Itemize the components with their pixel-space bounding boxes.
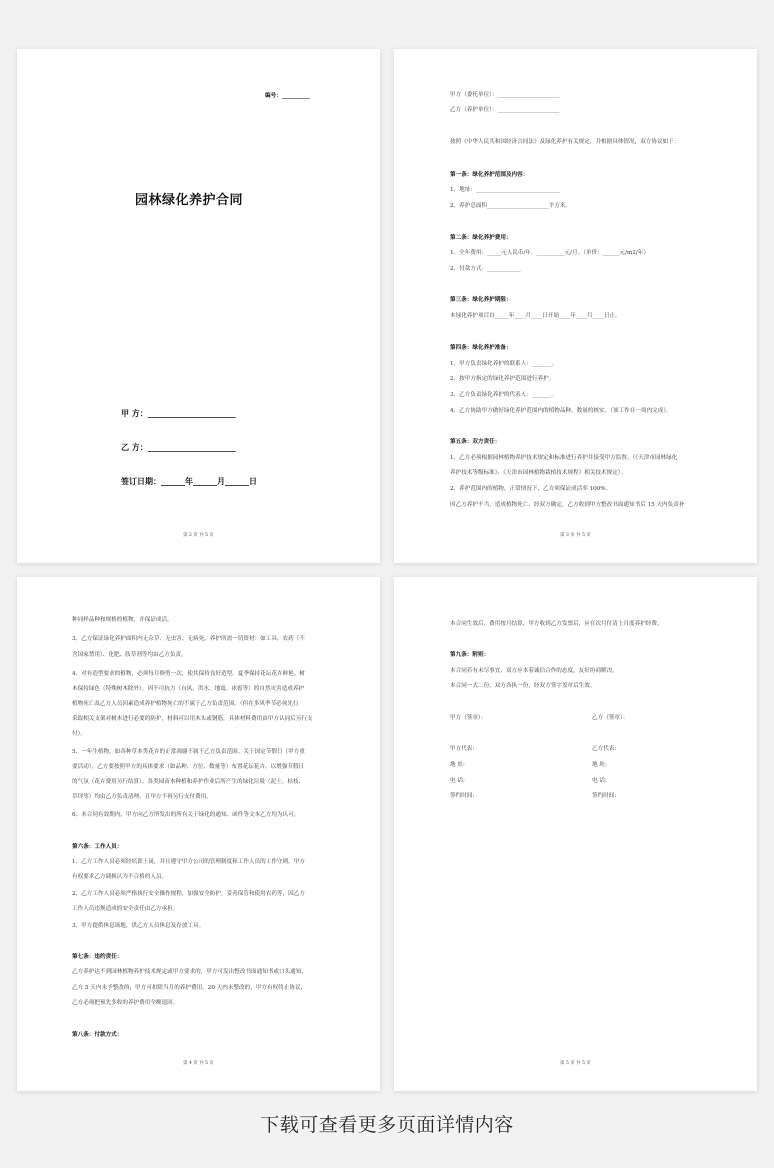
party-a-sign-time: 签约时间: xyxy=(450,793,475,799)
contract-page-5 xyxy=(394,577,757,1091)
party-a-line: 甲 方：______________________ xyxy=(121,408,236,418)
body-line: 含国家禁用）、化肥、肢草剂等均由乙方负责。 xyxy=(72,652,187,658)
party-b-sign-time: 签约时间: xyxy=(592,793,617,799)
body-line: 甲方（委托单位）：______________________ xyxy=(450,92,560,98)
body-line: 本合同一式二份，双方各执一份，经双方签字盖章后生效。 xyxy=(450,683,596,689)
body-line: 草坪等）均由乙方负责清理，且甲方不再另行支付费用。 xyxy=(72,794,212,800)
body-line: 本合同若有未尽事宜，双方应本着诚信合作的态度，友好协商解决。 xyxy=(450,668,618,674)
body-line: 5、一年生植物，如各种草本类花卉的正常凋谢不属于乙方负责范围。关于国定节假日（甲方重 xyxy=(72,749,305,755)
sign-date-line: 签订日期：______年______月______日 xyxy=(121,476,257,486)
party-a-seal: 甲方（签章）： xyxy=(450,715,487,721)
body-line: 3、乙方负责绿化养护的代表人：_______。 xyxy=(450,392,558,398)
contract-page-4 xyxy=(17,577,380,1091)
body-line: 付）。 xyxy=(72,731,86,737)
body-line: 3、乙方保证绿化养护面积内无杂草、无虫害、无病死，养护所需一切资材：如工具、农药（不 xyxy=(72,636,305,642)
body-line: 按照《中华人民共和国经济合同法》及绿化养护有关规定，并根据具体情况，双方协议如下： xyxy=(450,139,680,145)
party-b-phone: 电 话: xyxy=(592,778,607,784)
body-line: 乙方 5 天内未予整改的，甲方可扣除当月的养护费用。20 天内未整改的，甲方有权终止协议， xyxy=(72,985,307,991)
body-line: 的气氛（花卉费用另行结算）。各类园苗木种植和养护作业后所产生的绿化垃圾（泥土、枯枝、 xyxy=(72,779,305,785)
body-line: 采取相关支架对树木进行必要的防护，材料可以用木头或钢筋，具体材料费用由甲方认同后另行支 xyxy=(72,716,313,722)
body-line: 乙方养护达不到园林植物养护技术规定或甲方要求的，甲方可发出整改书面通知书或口头通知， xyxy=(72,969,307,975)
contract-title: 园林绿化养护合同 xyxy=(135,193,244,208)
section-heading: 第三条：绿化养护期限： xyxy=(450,297,512,303)
body-line: 木保持绿色（特殊树木除外）。因不可抗力（台风、洪水、地震、冰雹等）的自然灾害造成养护 xyxy=(72,686,305,692)
body-line: 1、全年费用：_____元人民币/年。__________元/月。（单价：______元/m2/年） xyxy=(450,250,649,256)
body-line: 4、对有造型要求的植物，必须每月修剪一次，使其保持良好造型。夏季保持花坛花卉鲜艳。树 xyxy=(72,671,305,677)
body-line: 1、乙方必须根据园林植物养护技术规定和标准进行养护并接受甲方监督。（《天津市园林绿化 xyxy=(450,455,678,461)
contract-page-2 xyxy=(17,49,380,563)
section-heading: 第七条：违约责任： xyxy=(72,954,123,960)
section-heading: 第九条：附则： xyxy=(450,652,490,658)
body-line: 本绿化养护项目自_____年____月____日开始____年____月____日止。 xyxy=(450,313,621,319)
section-heading: 第四条：绿化养护准备： xyxy=(450,345,512,351)
body-line: 种同样品种和规格的植物，并保证成活。 xyxy=(72,617,173,623)
section-heading: 第一条：绿化养护范围及内容： xyxy=(450,172,529,178)
body-line: 乙方必须把预先多收的养护费用全额退回。 xyxy=(72,1000,179,1006)
serial-number: 编号：__________ xyxy=(265,93,310,99)
body-line: 2、乙方工作人员必须严格执行安全操作规程，加强安全防护，妥善保管和使用农药等，因乙方 xyxy=(72,891,305,897)
contract-page-3 xyxy=(394,49,757,563)
page-number: 第 3 页 共 5 页 xyxy=(560,533,591,538)
section-heading: 第六条：工作人员： xyxy=(72,844,123,850)
party-a-phone: 电 话: xyxy=(450,778,465,784)
page-number: 第 2 页 共 5 页 xyxy=(183,533,214,538)
section-heading: 第五条：双方责任： xyxy=(450,439,501,445)
body-line: 因乙方养护不当，造成植物死亡、经双方确定，乙方收到甲方整改书面通知书后 15 天内负责补 xyxy=(450,502,685,508)
body-line: 要活动），乙方要按照甲方的具体要求（如品种、方位、数量等）布置花坛花卉，以增强节假日 xyxy=(72,764,305,770)
body-line: 有权要求乙方调换认为不合格的人员。 xyxy=(72,874,168,880)
body-line: 2、付款方式：____________ xyxy=(450,266,521,272)
party-b-seal: 乙方（签章）： xyxy=(592,715,629,721)
body-line: 乙方（养护单位）：______________________ xyxy=(450,107,560,113)
section-heading: 第二条：绿化养护费用： xyxy=(450,235,512,241)
body-line: 1、地址：______________________________ xyxy=(450,187,560,193)
party-b-line: 乙 方：______________________ xyxy=(121,442,236,452)
body-line: 6、本合同有效期内，甲方向乙方所发出的所有关于绿化的通知、函件等文本乙方均为认可。 xyxy=(72,812,300,818)
body-line: 植物死亡及乙方人员因素造成养护植物死亡的不属于乙方负责范围。（但在多风季节必须先行 xyxy=(72,701,299,707)
body-line: 本合同生效后，费用按月结算，甲方收到乙方发票后，应在次月付清上月度养护经费。 xyxy=(450,621,663,627)
body-line: 养护技术等级标准》、《天津市园林植物栽植技术规程》相关技术规定）。 xyxy=(450,470,627,476)
page-number: 第 5 页 共 5 页 xyxy=(560,1061,591,1066)
section-heading: 第八条：付款方式： xyxy=(72,1032,123,1038)
body-line: 4、乙方协助甲方做好绿化养护范围内的植物品种、数量的核实。（该工作在一周内完成）。 xyxy=(450,408,672,414)
body-line: 1、甲方负责绿化养护的联系人：_______。 xyxy=(450,361,558,367)
body-line: 2、养护总面积______________________平方米。 xyxy=(450,203,572,209)
body-line: 2、养护范围内的植物，正常情况下，乙方须保证成活率 100%。 xyxy=(450,486,612,492)
download-more-caption: 下载可查看更多页面详情内容 xyxy=(260,1114,514,1136)
body-line: 1、乙方工作人员必须经培训上岗，并且遵守甲方公司的管理制度和工作人员的工作守则，甲方 xyxy=(72,859,305,865)
body-line: 2、按甲方指定的绿化养护范围进行养护。 xyxy=(450,376,555,382)
body-line: 3、甲方提供休息场地，供乙方人员休息及存放工具。 xyxy=(72,923,205,929)
party-b-address: 地 址: xyxy=(592,762,607,768)
body-line: 工作人员违规造成的安全责任由乙方承担。 xyxy=(72,906,179,912)
party-b-representative: 乙方代表: xyxy=(592,746,617,752)
party-a-representative: 甲方代表: xyxy=(450,746,475,752)
page-number: 第 4 页 共 5 页 xyxy=(183,1061,214,1066)
party-a-address: 地 址: xyxy=(450,762,465,768)
